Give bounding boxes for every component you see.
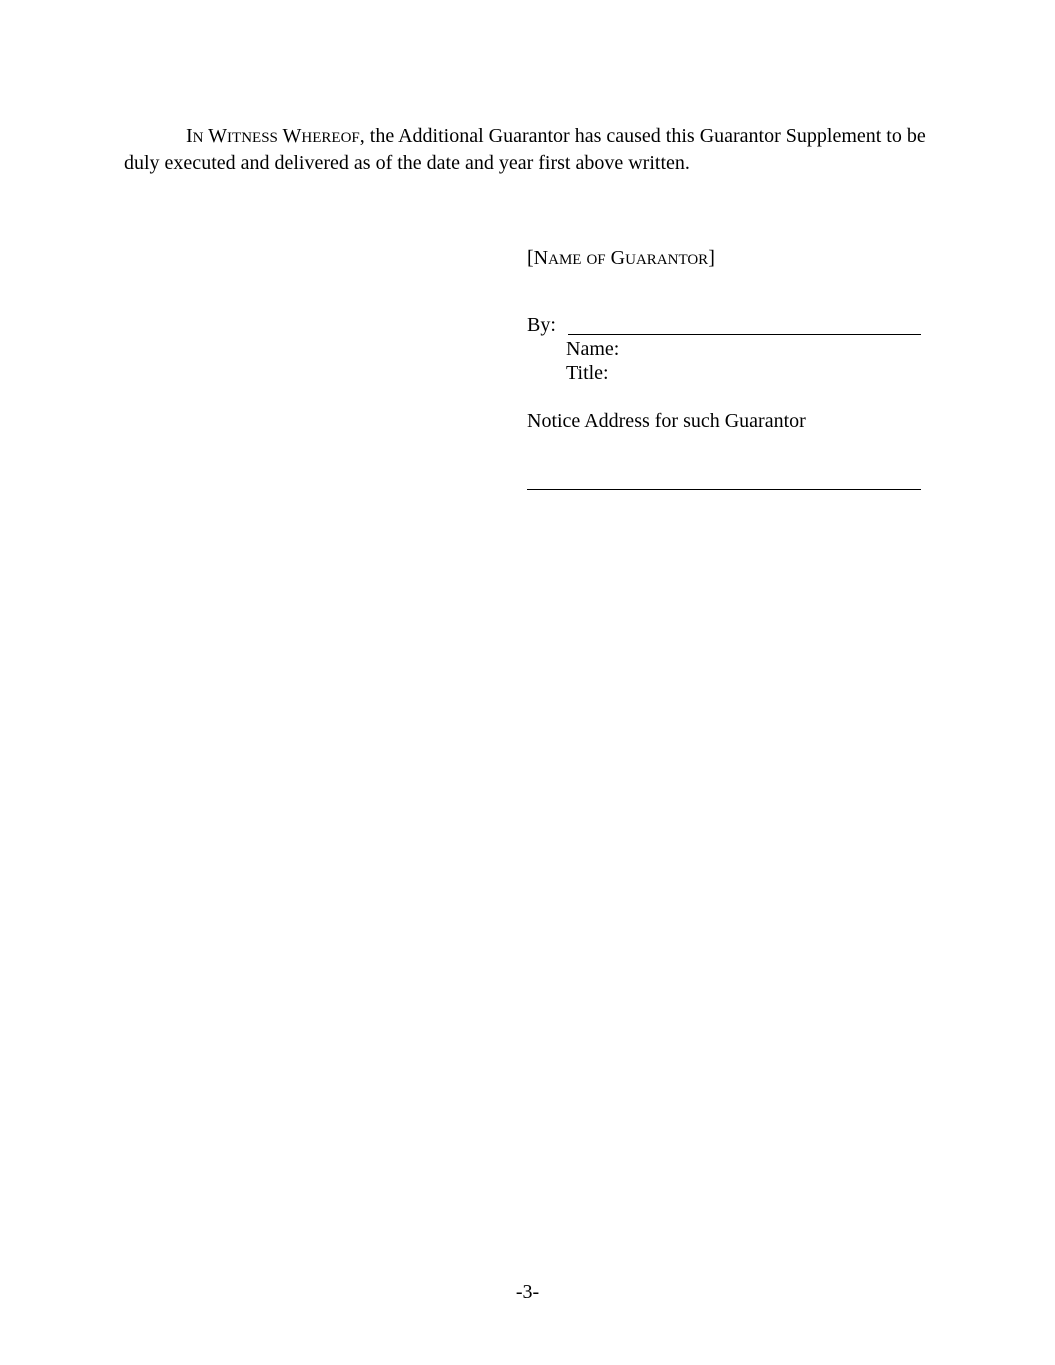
guarantor-open-bracket: [ xyxy=(527,247,534,269)
page-number: -3- xyxy=(515,1281,540,1303)
notice-address-label: Notice Address for such Guarantor xyxy=(527,410,806,432)
title-label: Title: xyxy=(566,362,609,384)
witness-clause xyxy=(124,124,934,176)
signature-line xyxy=(568,334,921,335)
witness-lead-in-2-small: ITNESS xyxy=(227,130,278,146)
guarantor-close-bracket: ] xyxy=(708,247,715,269)
guarantor-name-n-small: AME xyxy=(548,252,582,268)
witness-lead-in-3-big: W xyxy=(282,125,302,147)
witness-lead-in-3-small: HEREOF xyxy=(301,130,360,146)
guarantor-name-g-small: UARANTOR xyxy=(625,252,709,268)
witness-lead-in-1-small: N xyxy=(192,130,204,146)
witness-lead-in-1-big: I xyxy=(186,125,193,147)
guarantor-name-g-big: G xyxy=(610,247,626,269)
witness-lead-in-2-big: W xyxy=(208,125,228,147)
guarantor-name-n-big: N xyxy=(533,247,549,269)
by-row xyxy=(527,313,927,337)
name-label: Name: xyxy=(566,338,620,360)
by-label: By: xyxy=(527,314,556,336)
guarantor-name-placeholder xyxy=(527,246,715,272)
notice-address-line xyxy=(527,489,921,490)
witness-clause-body: , the Additional Guarantor has caused this Guarantor Supplement to be duly executed and delivered as of the date and year first above written. xyxy=(124,125,926,174)
guarantor-name-of-small: OF xyxy=(586,252,606,268)
